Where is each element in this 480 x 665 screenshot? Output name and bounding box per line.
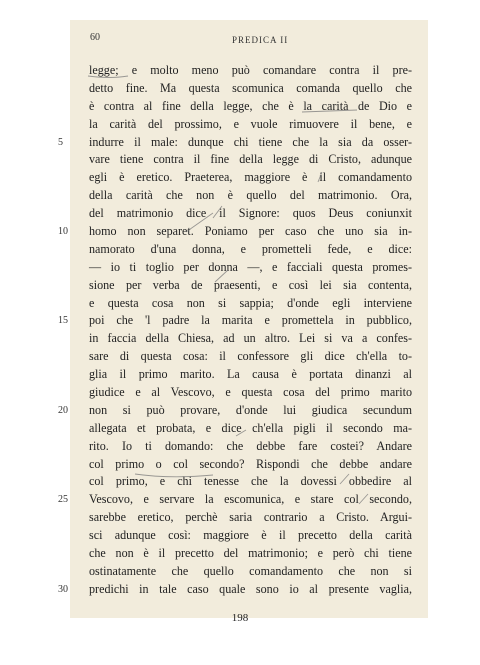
text-line: in faccia della Chiesa, ad un altro. Lei si va a confes-	[89, 331, 412, 346]
text-line: 10 homo non separet. Poniamo per caso che uno sia in-	[89, 223, 412, 241]
text-line: 15 poi che 'l padre la marita e promettela in pubblico,	[89, 312, 412, 330]
underline-mark	[135, 474, 213, 477]
text-line: legge; e molto meno può comandare contra il pre-	[89, 63, 412, 77]
line-number: 10	[58, 226, 68, 238]
text-line: col primo o col secondo? Rispondi che debbe andare	[89, 456, 412, 471]
slash-mark	[318, 172, 322, 182]
slash-mark	[186, 213, 213, 232]
line-number: 30	[58, 583, 68, 595]
text-line: namorato d'una donna, e prometteli fede, e dice:	[89, 241, 412, 256]
text-line: la carità del prossimo, e vuole rimuovere il bene, e	[89, 116, 412, 131]
underline-mark	[302, 110, 357, 112]
line-number: 20	[58, 404, 68, 416]
text-line: glia il primo marito. La causa è portata dinanzi al	[89, 367, 412, 382]
text-line: giudice e al Vescovo, e questa cosa del primo marito	[89, 385, 412, 400]
text-line-content: egli è eretico. Praeterea, maggiore è il comandamento	[89, 170, 412, 185]
text-line: 20 non si può provare, d'onde lui giudica secundum	[89, 402, 412, 420]
text-line: che non è il precetto del matrimonio; e però chi tiene	[89, 546, 412, 561]
text-line: vare tiene contra il fine della legge di Cristo, adunque	[89, 152, 412, 167]
text-line: — io ti toglio per donna —, e facciali questa promes-	[89, 259, 412, 274]
line-number: 25	[58, 494, 68, 506]
text-line: 30 predichi in tale caso quale sono io al presente vaglia,	[89, 581, 412, 599]
line-number: 15	[58, 315, 68, 327]
text-line: 25 Vescovo, e servare la escomunica, e stare col secondo,	[89, 491, 412, 509]
text-line: è contra al fine della legge, che è la carità de Dio e	[89, 98, 412, 113]
text-line: sci adunque così: maggiore è il precetto della carità	[89, 528, 412, 543]
line-number: 5	[58, 136, 63, 148]
folio-number: 198	[231, 612, 249, 624]
slash-mark	[340, 474, 349, 484]
text-line: 5 indurre il male: dunque chi tiene che la sia da osser-	[89, 134, 412, 152]
text-line: del matrimonio dice il Signore: quos Deus coniunxit	[89, 206, 412, 221]
page-number: 60	[90, 32, 100, 43]
text-line: sione per verba de praesenti, e così lei sia contenta,	[89, 277, 412, 292]
text-line: allegata et probata, e dice ch'ella pigli il secondo ma-	[89, 420, 412, 435]
text-line: ostinatamente che quello comandamento che non si	[89, 563, 412, 578]
underline-mark	[88, 76, 128, 78]
running-title: PREDICA II	[232, 35, 289, 45]
slash-mark	[215, 270, 228, 282]
slash-mark	[213, 206, 222, 218]
text-line: rito. Io ti domando: che debbe fare costei? Andare	[89, 438, 412, 453]
text-line: della carità che non è quello del matrimonio. Ora,	[89, 188, 412, 203]
text-line: sarebbe eretico, perchè saria contrario a Cristo. Argui-	[89, 510, 412, 525]
slash-mark	[359, 494, 368, 504]
text-line: sare di questa cosa: il confessore gli dice ch'ella to-	[89, 349, 412, 364]
text-line: detto fine. Ma questa scomunica comanda quello che	[89, 80, 412, 95]
text-line: col primo, e chi tenesse che la dovessi obbedire al	[89, 474, 412, 489]
slash-mark	[236, 430, 246, 436]
text-line: e questa cosa non si sappia; d'onde egli interviene	[89, 295, 412, 310]
